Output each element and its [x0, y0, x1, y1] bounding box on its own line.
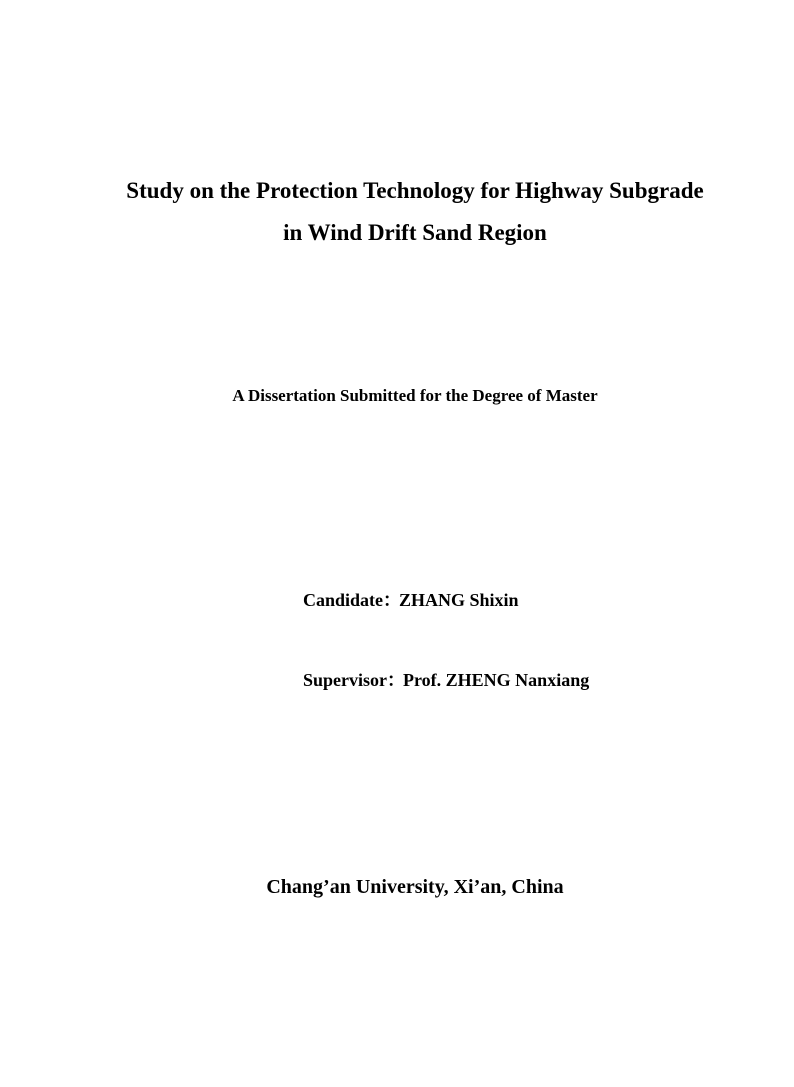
supervisor-label: Supervisor [303, 670, 388, 690]
supervisor-row [303, 666, 589, 692]
candidate-name: ZHANG Shixin [399, 590, 519, 610]
degree-statement: A Dissertation Submitted for the Degree of Master [232, 386, 598, 405]
supervisor-name: Prof. ZHENG Nanxiang [403, 670, 590, 690]
candidate-row [303, 586, 519, 612]
candidate-separator: ： [383, 590, 402, 610]
dissertation-title-line-2: in Wind Drift Sand Region [283, 220, 547, 245]
institution: Chang’an University, Xi’an, China [266, 876, 564, 898]
dissertation-title-line-1: Study on the Protection Technology for Highway Subgrade [126, 178, 704, 203]
candidate-label: Candidate [303, 590, 384, 610]
supervisor-separator: ： [387, 670, 406, 690]
